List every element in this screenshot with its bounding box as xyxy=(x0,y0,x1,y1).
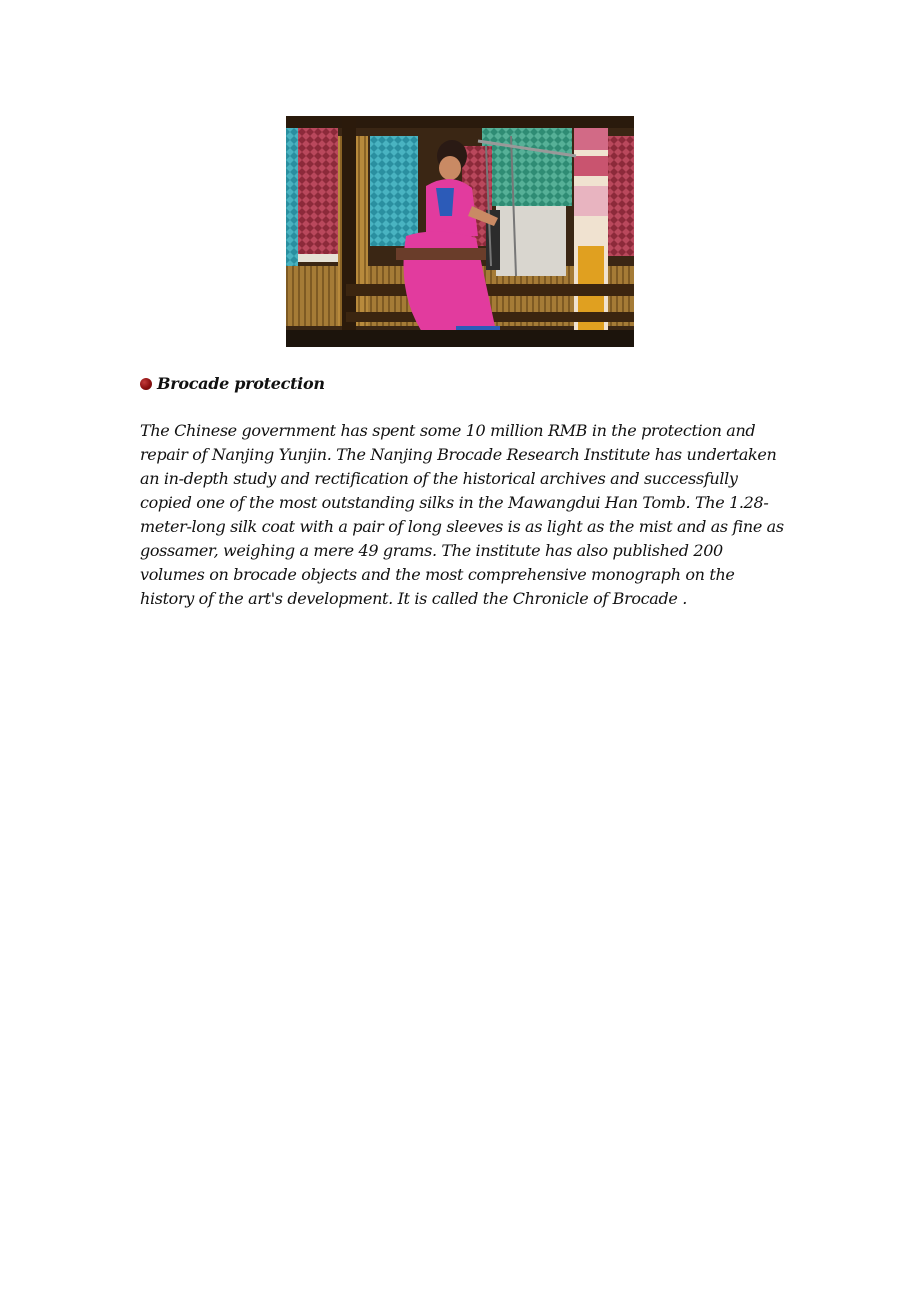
weaving-photo xyxy=(286,116,634,347)
section-heading xyxy=(140,374,325,393)
section-body-paragraph: The Chinese government has spent some 10 million RMB in the protection and repair of Nanjing Yunjin. The Nanjing Brocade Research Institute has undertaken an in-depth study and rectification of the historical archives and successfully copied one of the most outstanding silks in the Mawangdui Han Tomb. The 1.28-meter-long silk coat with a pair of long sleeves is as light as the mist and as fine as gossamer, weighing a mere 49 grams. The institute has also published 200 volumes on brocade objects and the most comprehensive monograph on the history of the art's development. It is called the Chronicle of Brocade . xyxy=(140,421,784,608)
section-heading-text: Brocade protection xyxy=(157,374,325,393)
bullet-icon xyxy=(140,378,152,390)
weaving-photo-illustration xyxy=(286,116,634,347)
